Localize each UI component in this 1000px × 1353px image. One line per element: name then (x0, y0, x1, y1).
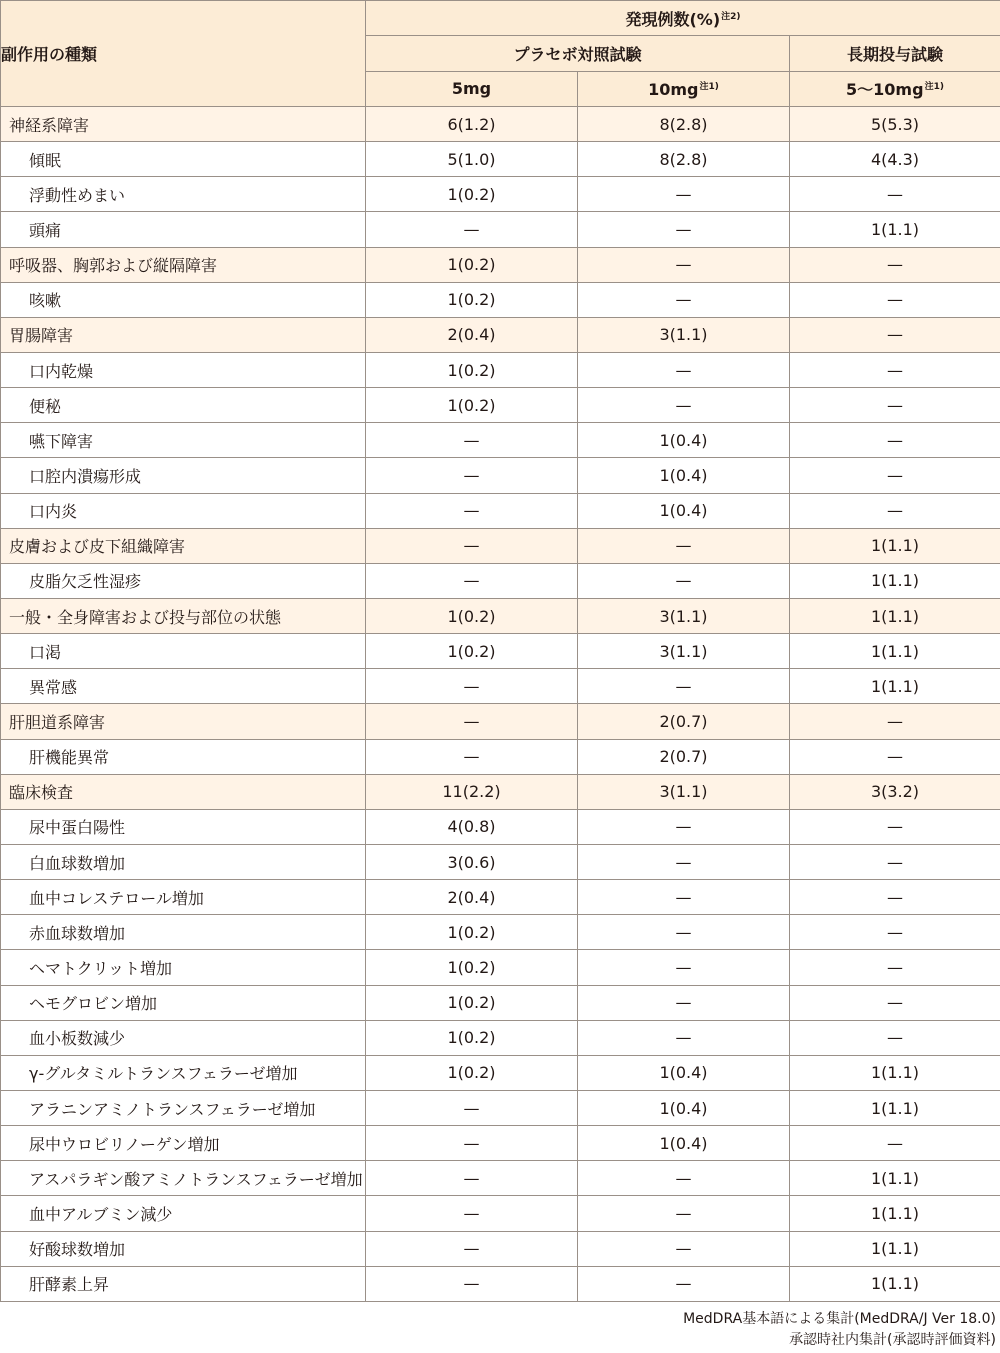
reaction-name-cell: 赤血球数増加 (1, 915, 366, 950)
value-5mg-cell: — (366, 669, 578, 704)
table-row (1, 493, 1000, 528)
value-5-10mg-cell: — (790, 247, 1000, 282)
value-10mg-cell: — (578, 1196, 790, 1231)
value-5mg-cell: 4(0.8) (366, 809, 578, 844)
table-row (1, 1266, 1000, 1301)
table-row-category (1, 107, 1000, 142)
value-5-10mg-cell: — (790, 704, 1000, 739)
value-10mg-cell: 1(0.4) (578, 1126, 790, 1161)
table-row (1, 669, 1000, 704)
value-10mg-cell: — (578, 669, 790, 704)
footnote-meddra: MedDRA基本語による集計(MedDRA/J Ver 18.0) (683, 1311, 996, 1327)
dose-10mg-header (578, 71, 790, 106)
value-10mg-cell: 1(0.4) (578, 493, 790, 528)
adverse-reaction-type-header (1, 1, 366, 107)
value-5-10mg-cell: — (790, 880, 1000, 915)
dose-10mg-label: 10mg (648, 79, 699, 99)
reaction-name-cell: 神経系障害 (1, 107, 366, 142)
value-5-10mg-cell: — (790, 317, 1000, 352)
value-5-10mg-cell: 1(1.1) (790, 1196, 1000, 1231)
value-10mg-cell: — (578, 1020, 790, 1055)
table-row-category (1, 598, 1000, 633)
value-5mg-cell: 5(1.0) (366, 142, 578, 177)
value-5mg-cell: 1(0.2) (366, 177, 578, 212)
table-row (1, 352, 1000, 387)
value-5mg-cell: 1(0.2) (366, 352, 578, 387)
value-5-10mg-cell: 3(3.2) (790, 774, 1000, 809)
value-5-10mg-cell: — (790, 1020, 1000, 1055)
value-10mg-cell: — (578, 528, 790, 563)
reaction-name-cell: 一般・全身障害および投与部位の状態 (1, 598, 366, 633)
placebo-controlled-trial-label: プラセボ対照試験 (513, 44, 642, 64)
table-row (1, 563, 1000, 598)
table-row-category (1, 774, 1000, 809)
dose-5-10mg-label: 5～10mg (846, 80, 924, 100)
value-5mg-cell: 1(0.2) (366, 598, 578, 633)
reaction-name-cell: アスパラギン酸アミノトランスフェラーゼ増加 (1, 1161, 366, 1196)
table-row (1, 1196, 1000, 1231)
value-10mg-cell: — (578, 950, 790, 985)
value-10mg-cell: 2(0.7) (578, 704, 790, 739)
reaction-name-cell: 浮動性めまい (1, 177, 366, 212)
placebo-controlled-trial-header (366, 36, 790, 71)
value-5mg-cell: 3(0.6) (366, 844, 578, 879)
reaction-name-cell: ヘモグロビン増加 (1, 985, 366, 1020)
reaction-name-cell: 血中コレステロール増加 (1, 880, 366, 915)
value-5mg-cell: — (366, 493, 578, 528)
value-5-10mg-cell: — (790, 388, 1000, 423)
value-5mg-cell: 1(0.2) (366, 634, 578, 669)
reaction-name-cell: 口腔内潰瘍形成 (1, 458, 366, 493)
value-5mg-cell: 2(0.4) (366, 880, 578, 915)
value-5-10mg-cell: — (790, 458, 1000, 493)
value-5mg-cell: 1(0.2) (366, 1055, 578, 1090)
reaction-name-cell: 異常感 (1, 669, 366, 704)
value-5-10mg-cell: — (790, 423, 1000, 458)
value-5-10mg-cell: 1(1.1) (790, 669, 1000, 704)
value-5-10mg-cell: 1(1.1) (790, 1161, 1000, 1196)
value-10mg-cell: — (578, 1231, 790, 1266)
incidence-note: 注2) (721, 11, 741, 22)
value-5-10mg-cell: 5(5.3) (790, 107, 1000, 142)
reaction-name-cell: 皮脂欠乏性湿疹 (1, 563, 366, 598)
reaction-name-cell: ヘマトクリット増加 (1, 950, 366, 985)
table-row (1, 915, 1000, 950)
value-5-10mg-cell: — (790, 915, 1000, 950)
value-10mg-cell: — (578, 880, 790, 915)
reaction-name-cell: アラニンアミノトランスフェラーゼ増加 (1, 1090, 366, 1125)
value-5-10mg-cell: — (790, 282, 1000, 317)
value-5mg-cell: — (366, 212, 578, 247)
table-row (1, 1090, 1000, 1125)
value-10mg-cell: 3(1.1) (578, 634, 790, 669)
reaction-name-cell: 口渇 (1, 634, 366, 669)
value-5-10mg-cell: — (790, 739, 1000, 774)
reaction-name-cell: 好酸球数増加 (1, 1231, 366, 1266)
reaction-name-cell: 血中アルブミン減少 (1, 1196, 366, 1231)
value-5-10mg-cell: 1(1.1) (790, 563, 1000, 598)
reaction-name-cell: 口内炎 (1, 493, 366, 528)
value-10mg-cell: 3(1.1) (578, 598, 790, 633)
reaction-name-cell: γ-グルタミルトランスフェラーゼ増加 (1, 1055, 366, 1090)
dose-5mg-header (366, 71, 578, 106)
table-row (1, 844, 1000, 879)
table-row (1, 1055, 1000, 1090)
value-10mg-cell: — (578, 177, 790, 212)
reaction-name-cell: 肝機能異常 (1, 739, 366, 774)
table-row (1, 985, 1000, 1020)
value-5-10mg-cell: 1(1.1) (790, 1266, 1000, 1301)
value-5-10mg-cell: 1(1.1) (790, 1055, 1000, 1090)
value-5mg-cell: 1(0.2) (366, 915, 578, 950)
footnote-source: 承認時社内集計(承認時評価資料) (789, 1331, 996, 1348)
value-10mg-cell: — (578, 985, 790, 1020)
table-row (1, 634, 1000, 669)
value-10mg-cell: 8(2.8) (578, 142, 790, 177)
value-5-10mg-cell: 1(1.1) (790, 212, 1000, 247)
table-row (1, 423, 1000, 458)
value-5-10mg-cell: — (790, 1126, 1000, 1161)
table-row (1, 1161, 1000, 1196)
value-10mg-cell: 3(1.1) (578, 317, 790, 352)
value-5-10mg-cell: — (790, 493, 1000, 528)
table-row (1, 212, 1000, 247)
table-header (1, 1, 1000, 107)
value-5mg-cell: 1(0.2) (366, 282, 578, 317)
reaction-name-cell: 呼吸器、胸郭および縦隔障害 (1, 247, 366, 282)
reaction-name-cell: 口内乾燥 (1, 352, 366, 387)
value-10mg-cell: — (578, 1161, 790, 1196)
value-5mg-cell: 11(2.2) (366, 774, 578, 809)
reaction-name-cell: 頭痛 (1, 212, 366, 247)
table-row (1, 282, 1000, 317)
reaction-name-cell: 嚥下障害 (1, 423, 366, 458)
reaction-name-cell: 胃腸障害 (1, 317, 366, 352)
value-5-10mg-cell: — (790, 950, 1000, 985)
value-10mg-cell: — (578, 282, 790, 317)
long-term-trial-label: 長期投与試験 (846, 44, 943, 64)
table-row (1, 1126, 1000, 1161)
reaction-name-cell: 便秘 (1, 388, 366, 423)
reaction-name-cell: 肝胆道系障害 (1, 704, 366, 739)
reaction-name-cell: 尿中ウロビリノーゲン増加 (1, 1126, 366, 1161)
value-5mg-cell: — (366, 528, 578, 563)
table-row (1, 142, 1000, 177)
value-5-10mg-cell: 1(1.1) (790, 634, 1000, 669)
reaction-name-cell: 血小板数減少 (1, 1020, 366, 1055)
dose-5-10mg-note: 注1) (924, 82, 944, 93)
value-5-10mg-cell: 1(1.1) (790, 528, 1000, 563)
value-5-10mg-cell: — (790, 177, 1000, 212)
value-10mg-cell: 1(0.4) (578, 1090, 790, 1125)
value-5-10mg-cell: — (790, 985, 1000, 1020)
adverse-reaction-type-label: 副作用の種類 (1, 45, 98, 64)
table-row-category (1, 528, 1000, 563)
value-10mg-cell: 1(0.4) (578, 423, 790, 458)
value-5-10mg-cell: 1(1.1) (790, 1231, 1000, 1266)
value-5mg-cell: 1(0.2) (366, 950, 578, 985)
value-5mg-cell: — (366, 563, 578, 598)
value-10mg-cell: — (578, 1266, 790, 1301)
value-10mg-cell: — (578, 388, 790, 423)
table-row (1, 388, 1000, 423)
value-5mg-cell: — (366, 1126, 578, 1161)
table-row-category (1, 317, 1000, 352)
value-10mg-cell: — (578, 809, 790, 844)
dose-5-10mg-header (790, 71, 1000, 106)
table-row (1, 739, 1000, 774)
value-5mg-cell: 1(0.2) (366, 985, 578, 1020)
footnotes (683, 1309, 996, 1350)
value-10mg-cell: — (578, 915, 790, 950)
dose-5mg-label: 5mg (451, 79, 492, 99)
value-5mg-cell: — (366, 1266, 578, 1301)
dose-10mg-note: 注1) (699, 81, 719, 92)
reaction-name-cell: 皮膚および皮下組織障害 (1, 528, 366, 563)
table-row (1, 177, 1000, 212)
value-5mg-cell: 1(0.2) (366, 1020, 578, 1055)
value-5mg-cell: 1(0.2) (366, 388, 578, 423)
value-10mg-cell: — (578, 352, 790, 387)
value-10mg-cell: — (578, 212, 790, 247)
value-5-10mg-cell: 4(4.3) (790, 142, 1000, 177)
table-row (1, 809, 1000, 844)
reaction-name-cell: 傾眠 (1, 142, 366, 177)
value-5mg-cell: — (366, 1161, 578, 1196)
reaction-name-cell: 尿中蛋白陽性 (1, 809, 366, 844)
value-10mg-cell: — (578, 563, 790, 598)
value-5mg-cell: 1(0.2) (366, 247, 578, 282)
table-row-category (1, 247, 1000, 282)
reaction-name-cell: 咳嗽 (1, 282, 366, 317)
value-5mg-cell: 6(1.2) (366, 107, 578, 142)
value-5mg-cell: 2(0.4) (366, 317, 578, 352)
value-5mg-cell: — (366, 458, 578, 493)
value-5mg-cell: — (366, 423, 578, 458)
value-5-10mg-cell: — (790, 844, 1000, 879)
table-row (1, 1231, 1000, 1266)
value-5mg-cell: — (366, 1196, 578, 1231)
table-row (1, 458, 1000, 493)
value-10mg-cell: 1(0.4) (578, 458, 790, 493)
value-5-10mg-cell: 1(1.1) (790, 1090, 1000, 1125)
table-row-category (1, 704, 1000, 739)
reaction-name-cell: 白血球数増加 (1, 844, 366, 879)
reaction-name-cell: 臨床検査 (1, 774, 366, 809)
value-5mg-cell: — (366, 1090, 578, 1125)
incidence-header (366, 1, 1000, 36)
incidence-label: 発現例数(%) (625, 9, 721, 29)
value-5mg-cell: — (366, 704, 578, 739)
value-5-10mg-cell: — (790, 809, 1000, 844)
value-5-10mg-cell: 1(1.1) (790, 598, 1000, 633)
value-10mg-cell: 8(2.8) (578, 107, 790, 142)
table-row (1, 950, 1000, 985)
reaction-name-cell: 肝酵素上昇 (1, 1266, 366, 1301)
value-5-10mg-cell: — (790, 352, 1000, 387)
table-row (1, 880, 1000, 915)
value-10mg-cell: 1(0.4) (578, 1055, 790, 1090)
value-10mg-cell: — (578, 844, 790, 879)
value-10mg-cell: — (578, 247, 790, 282)
value-10mg-cell: 2(0.7) (578, 739, 790, 774)
table-body (1, 107, 1000, 1302)
value-5mg-cell: — (366, 739, 578, 774)
long-term-trial-header (790, 36, 1000, 71)
table-row (1, 1020, 1000, 1055)
value-5mg-cell: — (366, 1231, 578, 1266)
value-10mg-cell: 3(1.1) (578, 774, 790, 809)
